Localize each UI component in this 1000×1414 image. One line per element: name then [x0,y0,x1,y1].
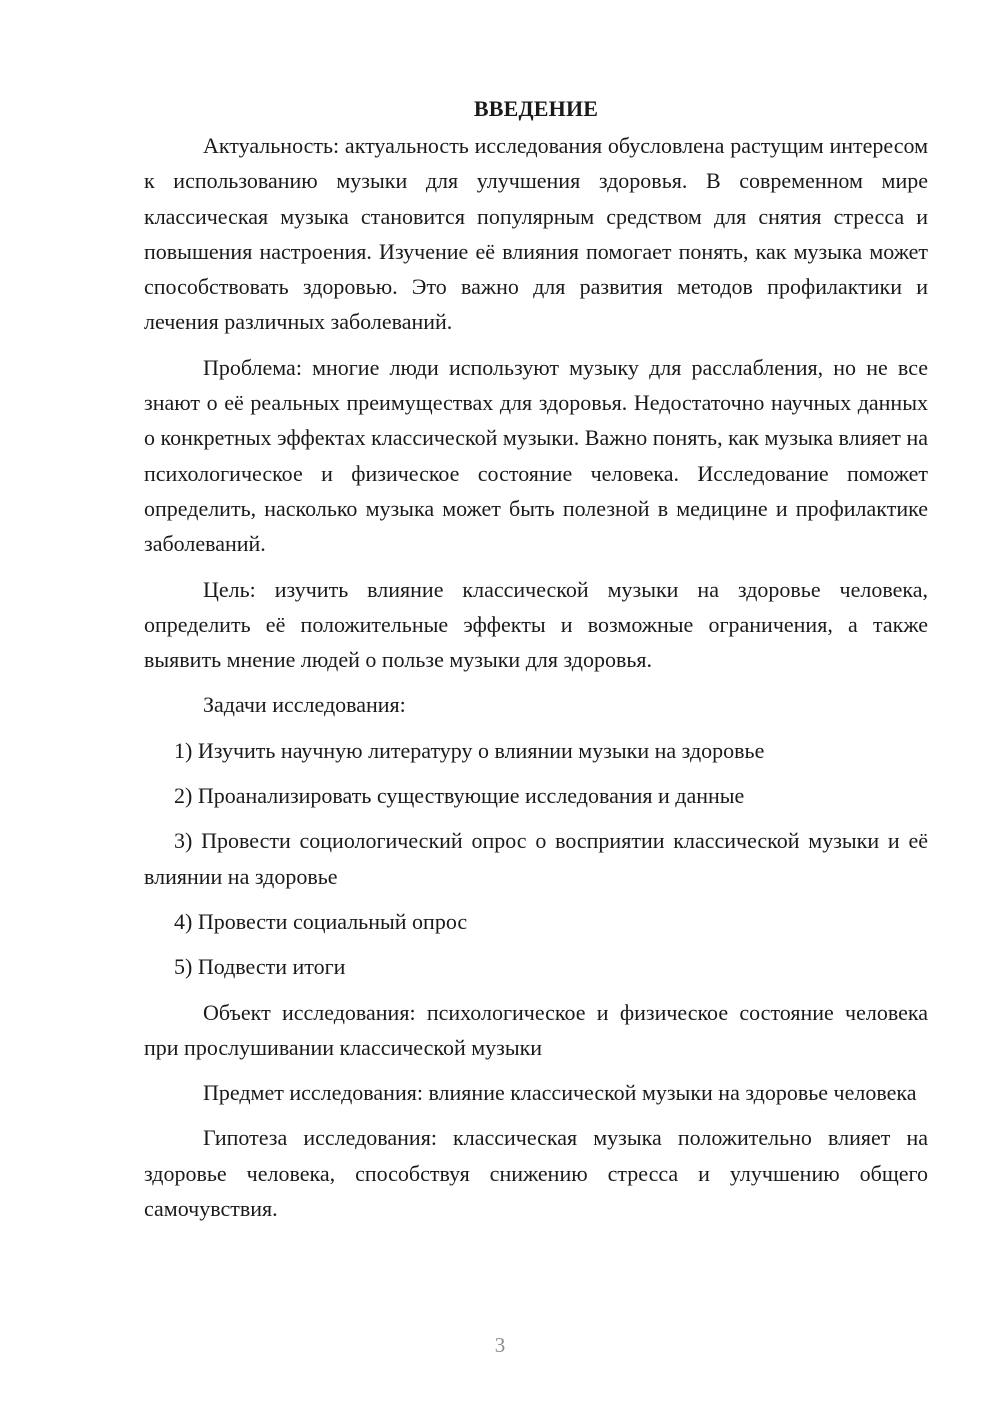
task-item-2: 2) Проанализировать существующие исследования и данные [174,783,745,809]
paragraph-problem: Проблема: многие люди используют музыку для расслабления, но не все знают о её реальных преимуществах для здоровья. Недостаточно научных данных о конкретных эффектах классической музыки. Важно понять, как музыка влияет на психологическое и физическое состояние человека. Исследование поможет определить, насколько музыка может быть полезной в медицине и профилактике заболеваний. [144,354,928,557]
paragraph-hypothesis: Гипотеза исследования: классическая музыка положительно влияет на здоровье человека, способствуя снижению стресса и улучшению общего самочувствия. [144,1125,928,1222]
task-item-1: 1) Изучить научную литературу о влиянии музыки на здоровье [174,737,765,763]
task-item-4: 4) Провести социальный опрос [174,908,468,934]
paragraph-subject: Предмет исследования: влияние классической музыки на здоровье человека [203,1080,917,1106]
page-number: 3 [494,1333,506,1357]
paragraph-goal: Цель: изучить влияние классической музыки на здоровье человека, определить её положительные эффекты и возможные ограничения, а также выявить мнение людей о пользе музыки для здоровья. [144,576,928,673]
task-item-5: 5) Подвести итоги [174,954,346,980]
paragraph-object: Объект исследования: психологическое и физическое состояние человека при прослушивании классической музыки [144,999,928,1060]
task-item-3: 3) Провести социологический опрос о восприятии классической музыки и её влиянии на здоровье [144,828,928,889]
document-page [144,92,928,1226]
tasks-heading: Задачи исследования: [203,692,406,718]
section-title: ВВЕДЕНИЕ [473,96,599,121]
paragraph-relevance: Актуальность: актуальность исследования обусловлена растущим интересом к использованию музыки для улучшения здоровья. В современном мире классическая музыка становится популярным средством для снятия стресса и повышения настроения. Изучение её влияния помогает понять, как музыка может способствовать здоровью. Это важно для развития методов профилактики и лечения различных заболеваний. [144,133,928,335]
